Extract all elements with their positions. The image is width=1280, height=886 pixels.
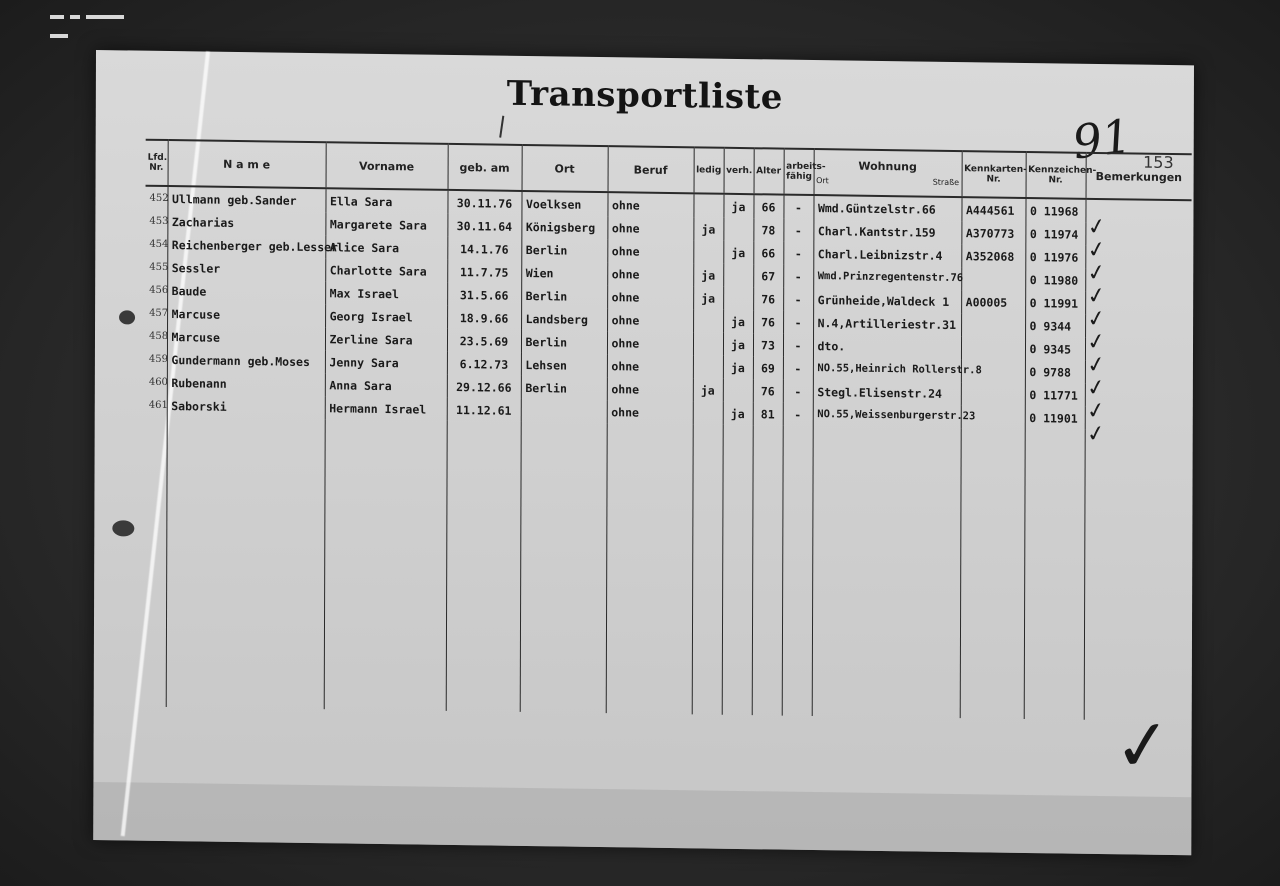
- cell-verh: [723, 379, 753, 402]
- document-title: Transportliste: [506, 73, 783, 118]
- check-mark-icon: ✓: [1085, 259, 1108, 288]
- cell-vorname: Anna Sara: [325, 373, 447, 398]
- empty-cell: [722, 425, 753, 715]
- cell-nr: 452: [149, 192, 169, 205]
- empty-cell: [782, 426, 813, 716]
- cell-arbeitsfaehig: -: [783, 334, 813, 357]
- cell-wohnung: N.4,Artilleriestr.31: [813, 311, 961, 336]
- cell-arbeitsfaehig: -: [783, 219, 813, 242]
- cell-alter: 76: [753, 379, 783, 402]
- cell-ort: Berlin: [521, 330, 607, 354]
- cell-nr: 457: [149, 307, 169, 320]
- empty-cell: [446, 421, 521, 712]
- check-mark-icon: ✓: [1085, 213, 1109, 242]
- cell-wohnung: Stegl.Elisenstr.24: [813, 380, 961, 405]
- cell-nr: 458: [148, 330, 169, 343]
- col-header-kennzeichen: Kennzeichen-Nr.: [1026, 152, 1086, 199]
- cell-arbeitsfaehig: -: [783, 357, 813, 380]
- cell-vorname: Georg Israel: [325, 304, 447, 329]
- cell-verh: [723, 218, 753, 241]
- cell-name: Ullmann geb.Sander: [167, 186, 325, 212]
- cell-name: Marcuse: [167, 302, 325, 327]
- cell-ledig: [693, 355, 723, 378]
- cell-alter: 73: [753, 333, 783, 356]
- cell-wohnung: Grünheide,Waldeck 1: [813, 288, 961, 313]
- cell-vorname: Charlotte Sara: [325, 258, 447, 283]
- cell-vorname: Alice Sara: [325, 235, 447, 260]
- large-check-mark: ✓: [1109, 702, 1177, 790]
- cell-geb: 23.5.69: [447, 329, 521, 353]
- empty-row-space: [144, 417, 1191, 722]
- cell-kennzeichen: 0 11976: [1025, 245, 1085, 269]
- cell-ort: Königsberg: [521, 215, 607, 239]
- cell-geb: 31.5.66: [447, 283, 521, 307]
- cell-beruf: ohne: [607, 400, 693, 424]
- cell-name: Rubenann: [167, 371, 325, 396]
- cell-alter: 69: [753, 356, 783, 379]
- page-number: 153: [1143, 152, 1174, 173]
- pen-mark: [499, 116, 504, 138]
- cell-geb: 18.9.66: [447, 306, 521, 330]
- empty-cell: [144, 417, 167, 707]
- cell-name: Gundermann geb.Moses: [167, 348, 325, 373]
- wohnung-strasse-label: Straße: [932, 177, 960, 188]
- cell-ort: Wien: [521, 261, 607, 285]
- col-header-name: N a m e: [168, 140, 326, 188]
- cell-alter: 66: [753, 194, 783, 218]
- cell-alter: 76: [753, 310, 783, 333]
- cell-nr: 461: [148, 399, 168, 412]
- cell-kennzeichen: 0 11968: [1025, 198, 1085, 223]
- empty-cell: [1084, 430, 1191, 721]
- cell-arbeitsfaehig: -: [783, 288, 813, 311]
- cell-kennzeichen: 0 11771: [1025, 383, 1085, 407]
- empty-cell: [692, 424, 723, 714]
- cell-kennkarte: [961, 313, 1025, 337]
- cell-ort: Berlin: [521, 238, 607, 262]
- cell-beruf: ohne: [607, 262, 693, 286]
- empty-cell: [752, 425, 783, 715]
- cell-ledig: [693, 332, 723, 355]
- col-header-kennkarten: Kennkarten-Nr.: [962, 151, 1026, 198]
- empty-cell: [1024, 429, 1085, 720]
- cell-alter: 66: [753, 241, 783, 264]
- check-mark-icon: ✓: [1085, 236, 1108, 265]
- cell-verh: ja: [723, 333, 753, 356]
- cell-kennzeichen: 0 11901: [1025, 406, 1085, 430]
- col-header-verh: verh.: [724, 148, 754, 194]
- check-mark-icon: ✓: [1085, 328, 1108, 357]
- wohnung-label: Wohnung: [858, 159, 917, 174]
- cell-beruf: ohne: [607, 331, 693, 355]
- cell-name: Marcuse: [167, 325, 325, 350]
- cell-alter: 78: [753, 218, 783, 241]
- cell-name: Baude: [167, 279, 325, 304]
- cell-geb: 30.11.64: [447, 214, 521, 238]
- col-header-ort: Ort: [522, 145, 608, 192]
- check-marks: [1084, 213, 1128, 449]
- cell-nr: 456: [149, 284, 169, 297]
- cell-vorname: Margarete Sara: [325, 212, 447, 237]
- cell-beruf: ohne: [607, 285, 693, 309]
- cell-arbeitsfaehig: -: [783, 311, 813, 334]
- cell-kennzeichen: 0 9788: [1025, 360, 1085, 384]
- cell-ledig: ja: [693, 217, 723, 240]
- cell-ledig: ja: [693, 263, 723, 286]
- cell-beruf: ohne: [607, 192, 693, 217]
- cell-kennzeichen: 0 11974: [1025, 222, 1085, 246]
- cell-vorname: Jenny Sara: [325, 350, 447, 375]
- cell-kennzeichen: 0 11991: [1025, 291, 1085, 315]
- cell-nr: 460: [148, 376, 168, 389]
- col-header-alter: Alter: [754, 148, 784, 194]
- cell-kennkarte: A00005: [961, 290, 1025, 314]
- cell-ort: Voelksen: [521, 191, 607, 216]
- cell-nr: 453: [149, 215, 169, 228]
- cell-ledig: ja: [693, 286, 723, 309]
- cell-ort: Berlin: [521, 376, 607, 400]
- cell-kennzeichen: 0 9344: [1025, 314, 1085, 338]
- cell-ort: [521, 399, 607, 423]
- cell-nr: 459: [148, 353, 169, 366]
- cell-verh: ja: [723, 356, 753, 379]
- cell-verh: ja: [723, 402, 753, 425]
- cell-verh: ja: [723, 310, 753, 333]
- cell-verh: ja: [723, 194, 753, 218]
- film-edge-marks: [50, 6, 150, 14]
- cell-vorname: Max Israel: [325, 281, 447, 306]
- cell-ort: Lehsen: [521, 353, 607, 377]
- cell-geb: 11.12.61: [447, 398, 521, 422]
- cell-wohnung: Wmd.Güntzelstr.66: [813, 195, 961, 221]
- cell-alter: 81: [753, 402, 783, 425]
- cell-arbeitsfaehig: -: [783, 195, 813, 219]
- cell-ledig: [693, 401, 723, 424]
- cell-kennzeichen: 0 9345: [1025, 337, 1085, 361]
- col-header-vorname: Vorname: [326, 142, 448, 190]
- col-header-ledig: ledig: [694, 147, 724, 193]
- cell-geb: 6.12.73: [447, 352, 521, 376]
- cell-name: Saborski: [167, 394, 325, 419]
- cell-vorname: Zerline Sara: [325, 327, 447, 352]
- empty-cell: [520, 422, 607, 713]
- cell-geb: 11.7.75: [447, 260, 521, 284]
- cell-beruf: ohne: [607, 354, 693, 378]
- cell-beruf: ohne: [607, 308, 693, 332]
- cell-verh: [723, 287, 753, 310]
- empty-cell: [166, 417, 325, 709]
- cell-beruf: ohne: [607, 377, 693, 401]
- cell-ledig: [693, 193, 723, 217]
- cell-kennkarte: A352068: [961, 244, 1025, 268]
- cell-verh: ja: [723, 241, 753, 264]
- col-header-geb: geb. am: [448, 144, 522, 191]
- cell-vorname: Ella Sara: [325, 188, 447, 214]
- cell-verh: [723, 264, 753, 287]
- cell-ort: Berlin: [521, 284, 607, 308]
- ink-blot: [112, 520, 134, 536]
- check-mark-icon: ✓: [1084, 420, 1108, 449]
- cell-alter: 76: [753, 287, 783, 310]
- col-header-nr: Lfd. Nr.: [146, 140, 168, 186]
- cell-geb: 14.1.76: [447, 237, 521, 261]
- ink-blot: [119, 310, 135, 324]
- cell-wohnung: dto.: [813, 334, 961, 359]
- cell-wohnung: Charl.Leibnizstr.4: [813, 242, 961, 267]
- empty-cell: [960, 428, 1025, 719]
- cell-geb: 30.11.76: [447, 190, 521, 215]
- cell-geb: 29.12.66: [447, 375, 521, 399]
- cell-wohnung: Charl.Kantstr.159: [813, 219, 961, 244]
- cell-kennkarte: [961, 336, 1025, 360]
- empty-cell: [324, 419, 447, 711]
- cell-arbeitsfaehig: -: [783, 403, 813, 426]
- document-sheet: [93, 50, 1194, 855]
- cell-alter: 67: [753, 264, 783, 287]
- check-mark-icon: ✓: [1085, 282, 1108, 311]
- cell-kennkarte: [961, 382, 1025, 406]
- cell-wohnung: NO.55,Heinrich Rollerstr.8: [813, 357, 961, 382]
- cell-vorname: Hermann Israel: [325, 396, 447, 421]
- cell-beruf: ohne: [607, 239, 693, 263]
- cell-ort: Landsberg: [521, 307, 607, 331]
- col-header-wohnung: [814, 149, 962, 197]
- col-header-beruf: Beruf: [608, 146, 694, 193]
- cell-ledig: [693, 240, 723, 263]
- cell-nr: 455: [149, 261, 169, 274]
- cell-kennkarte: A444561: [961, 197, 1025, 222]
- transport-table: [144, 139, 1192, 722]
- wohnung-ort-label: Ort: [816, 176, 829, 186]
- cell-wohnung: NO.55,Weissenburgerstr.23: [813, 403, 961, 428]
- cell-arbeitsfaehig: -: [783, 265, 813, 288]
- cell-nr: 454: [149, 238, 169, 251]
- cell-kennkarte: A370773: [961, 221, 1025, 245]
- handwritten-number: 91: [1069, 108, 1136, 170]
- empty-cell: [606, 423, 693, 714]
- check-mark-icon: ✓: [1085, 374, 1108, 403]
- cell-wohnung: Wmd.Prinzregentenstr.76: [813, 265, 961, 290]
- cell-name: Zacharias: [167, 210, 325, 235]
- empty-cell: [812, 426, 961, 718]
- cell-arbeitsfaehig: -: [783, 380, 813, 403]
- check-mark-icon: ✓: [1084, 397, 1108, 426]
- cell-name: Reichenberger geb.Lesser: [167, 233, 325, 258]
- cell-arbeitsfaehig: -: [783, 242, 813, 265]
- col-header-arbeitsfaehig: arbeits-fähig: [784, 149, 814, 195]
- cell-kennzeichen: 0 11980: [1025, 268, 1085, 292]
- cell-name: Sessler: [167, 256, 325, 281]
- cell-beruf: ohne: [607, 216, 693, 240]
- check-mark-icon: ✓: [1085, 305, 1108, 334]
- check-mark-icon: ✓: [1085, 351, 1108, 380]
- col-header-bemerkungen: Bemerkungen: [1086, 153, 1192, 200]
- cell-ledig: ja: [693, 378, 723, 401]
- cell-kennkarte: [961, 267, 1025, 291]
- cell-ledig: [693, 309, 723, 332]
